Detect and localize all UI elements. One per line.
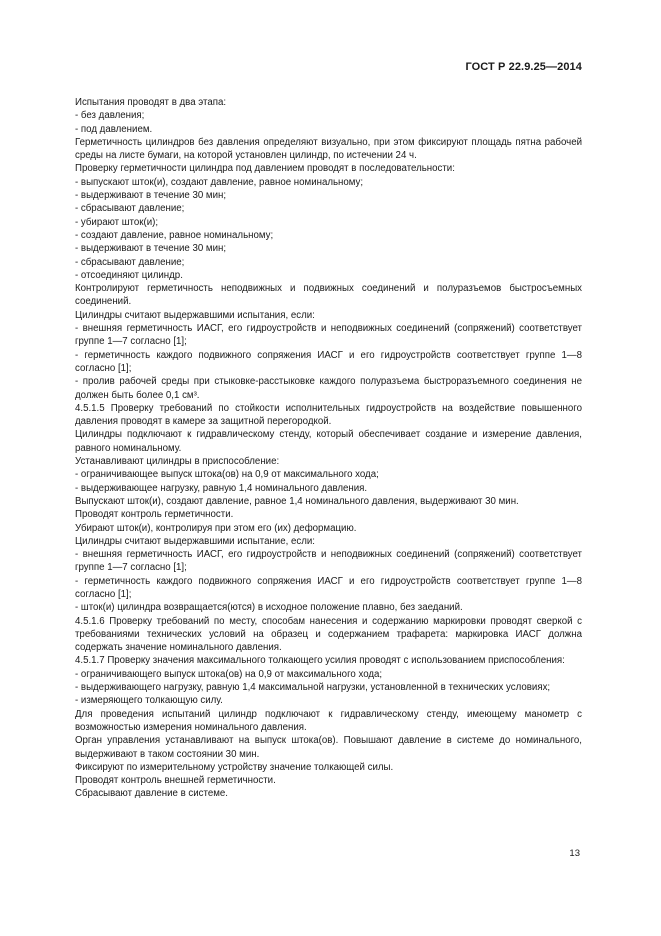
paragraph: - внешняя герметичность ИАСГ, его гидроустройств и неподвижных соединений (сопряжений) соответствует группе 1—7 согласно [1];	[75, 549, 582, 574]
paragraph: - пролив рабочей среды при стыковке-расстыковке каждого полуразъема быстроразъемного соединения не должен быть более 0,1 см³.	[75, 376, 582, 401]
paragraph: Сбрасывают давление в системе.	[75, 788, 228, 800]
paragraph: 4.5.1.7 Проверку значения максимального толкающего усилия проводят с использованием приспособления:	[75, 655, 565, 667]
paragraph: - герметичность каждого подвижного сопряжения ИАСГ и его гидроустройств соответствует группе 1—8 согласно [1];	[75, 575, 582, 600]
paragraph: - выдерживают в течение 30 мин;	[75, 243, 227, 255]
paragraph: - убирают шток(и);	[75, 216, 159, 228]
paragraph: - ограничивающего выпуск штока(ов) на 0,9 от максимального хода;	[75, 668, 383, 680]
paragraph: Для проведения испытаний цилиндр подключают к гидравлическому стенду, имеющему манометр с возможностью измерения номинального давления.	[75, 708, 582, 733]
paragraph: Испытания проводят в два этапа:	[75, 97, 227, 108]
paragraph: Проверку герметичности цилиндра под давлением проводят в последовательности:	[75, 163, 455, 175]
paragraph: - ограничивающее выпуск штока(ов) на 0,9 от максимального хода;	[75, 469, 379, 481]
paragraph: - без давления;	[75, 110, 145, 122]
paragraph: - под давлением.	[75, 123, 153, 135]
paragraph: 4.5.1.5 Проверку требований по стойкости исполнительных гидроустройств на воздействие повышенного давления проводят в камере за защитной перегородкой.	[75, 402, 582, 428]
page-number: 13	[569, 848, 580, 859]
paragraph: - измеряющего толкающую силу.	[75, 695, 223, 707]
paragraph: Проводят контроль герметичности.	[75, 509, 234, 521]
paragraph: Цилиндры подключают к гидравлическому стенду, который обеспечивает создание и измерение давления, равного номинальному.	[75, 429, 582, 454]
document-header: ГОСТ Р 22.9.25—2014	[465, 61, 582, 73]
paragraph: Орган управления устанавливают на выпуск штока(ов). Повышают давление в системе до номинального, выдерживают в таком состоянии 30 мин.	[75, 735, 582, 760]
paragraph: - создают давление, равное номинальному;	[75, 229, 274, 241]
paragraph: 4.5.1.6 Проверку требований по месту, способам нанесения и содержанию маркировки проводят сверкой с требованиями технических условий на образец и содержанием трафарета: маркировка ИАСГ должна содержать значение номинального давления.	[75, 615, 582, 654]
paragraph: Герметичность цилиндров без давления определяют визуально, при этом фиксируют площадь пятна рабочей среды на листе бумаги, на которой установлен цилиндр, по истечении 24 ч.	[75, 136, 582, 162]
paragraph: Проводят контроль внешней герметичности.	[75, 775, 276, 787]
paragraph: Убирают шток(и), контролируя при этом его (их) деформацию.	[75, 522, 357, 534]
paragraph: - выпускают шток(и), создают давление, равное номинальному;	[75, 176, 364, 188]
paragraph: - выдерживающего нагрузку, равную 1,4 максимальной нагрузки, установленной в технических условиях;	[75, 682, 551, 694]
paragraph: Фиксируют по измерительному устройству значение толкающей силы.	[75, 761, 394, 773]
paragraph: - сбрасывают давление;	[75, 203, 185, 215]
paragraph: Контролируют герметичность неподвижных и подвижных соединений и полуразъемов быстросъемных соединений.	[75, 283, 582, 308]
paragraph: - выдерживают в течение 30 мин;	[75, 190, 227, 202]
paragraph: - отсоединяют цилиндр.	[75, 269, 183, 281]
paragraph: - внешняя герметичность ИАСГ, его гидроустройств и неподвижных соединений (сопряжений) соответствует группе 1—7 согласно [1];	[75, 323, 582, 348]
paragraph: Цилиндры считают выдержавшими испытания, если:	[75, 309, 315, 321]
document-body	[75, 96, 582, 801]
paragraph: - выдерживающее нагрузку, равную 1,4 номинального давления.	[75, 482, 368, 494]
paragraph: Выпускают шток(и), создают давление, равное 1,4 номинального давления, выдерживают 30 мин.	[75, 495, 519, 507]
paragraph: - шток(и) цилиндра возвращается(ются) в исходное положение плавно, без заеданий.	[75, 602, 463, 614]
paragraph: - герметичность каждого подвижного сопряжения ИАСГ и его гидроустройств соответствует группе 1—8 согласно [1];	[75, 349, 582, 374]
paragraph: - сбрасывают давление;	[75, 256, 185, 268]
paragraph: Устанавливают цилиндры в приспособление:	[75, 456, 280, 468]
paragraph: Цилиндры считают выдержавшими испытание, если:	[75, 535, 315, 547]
